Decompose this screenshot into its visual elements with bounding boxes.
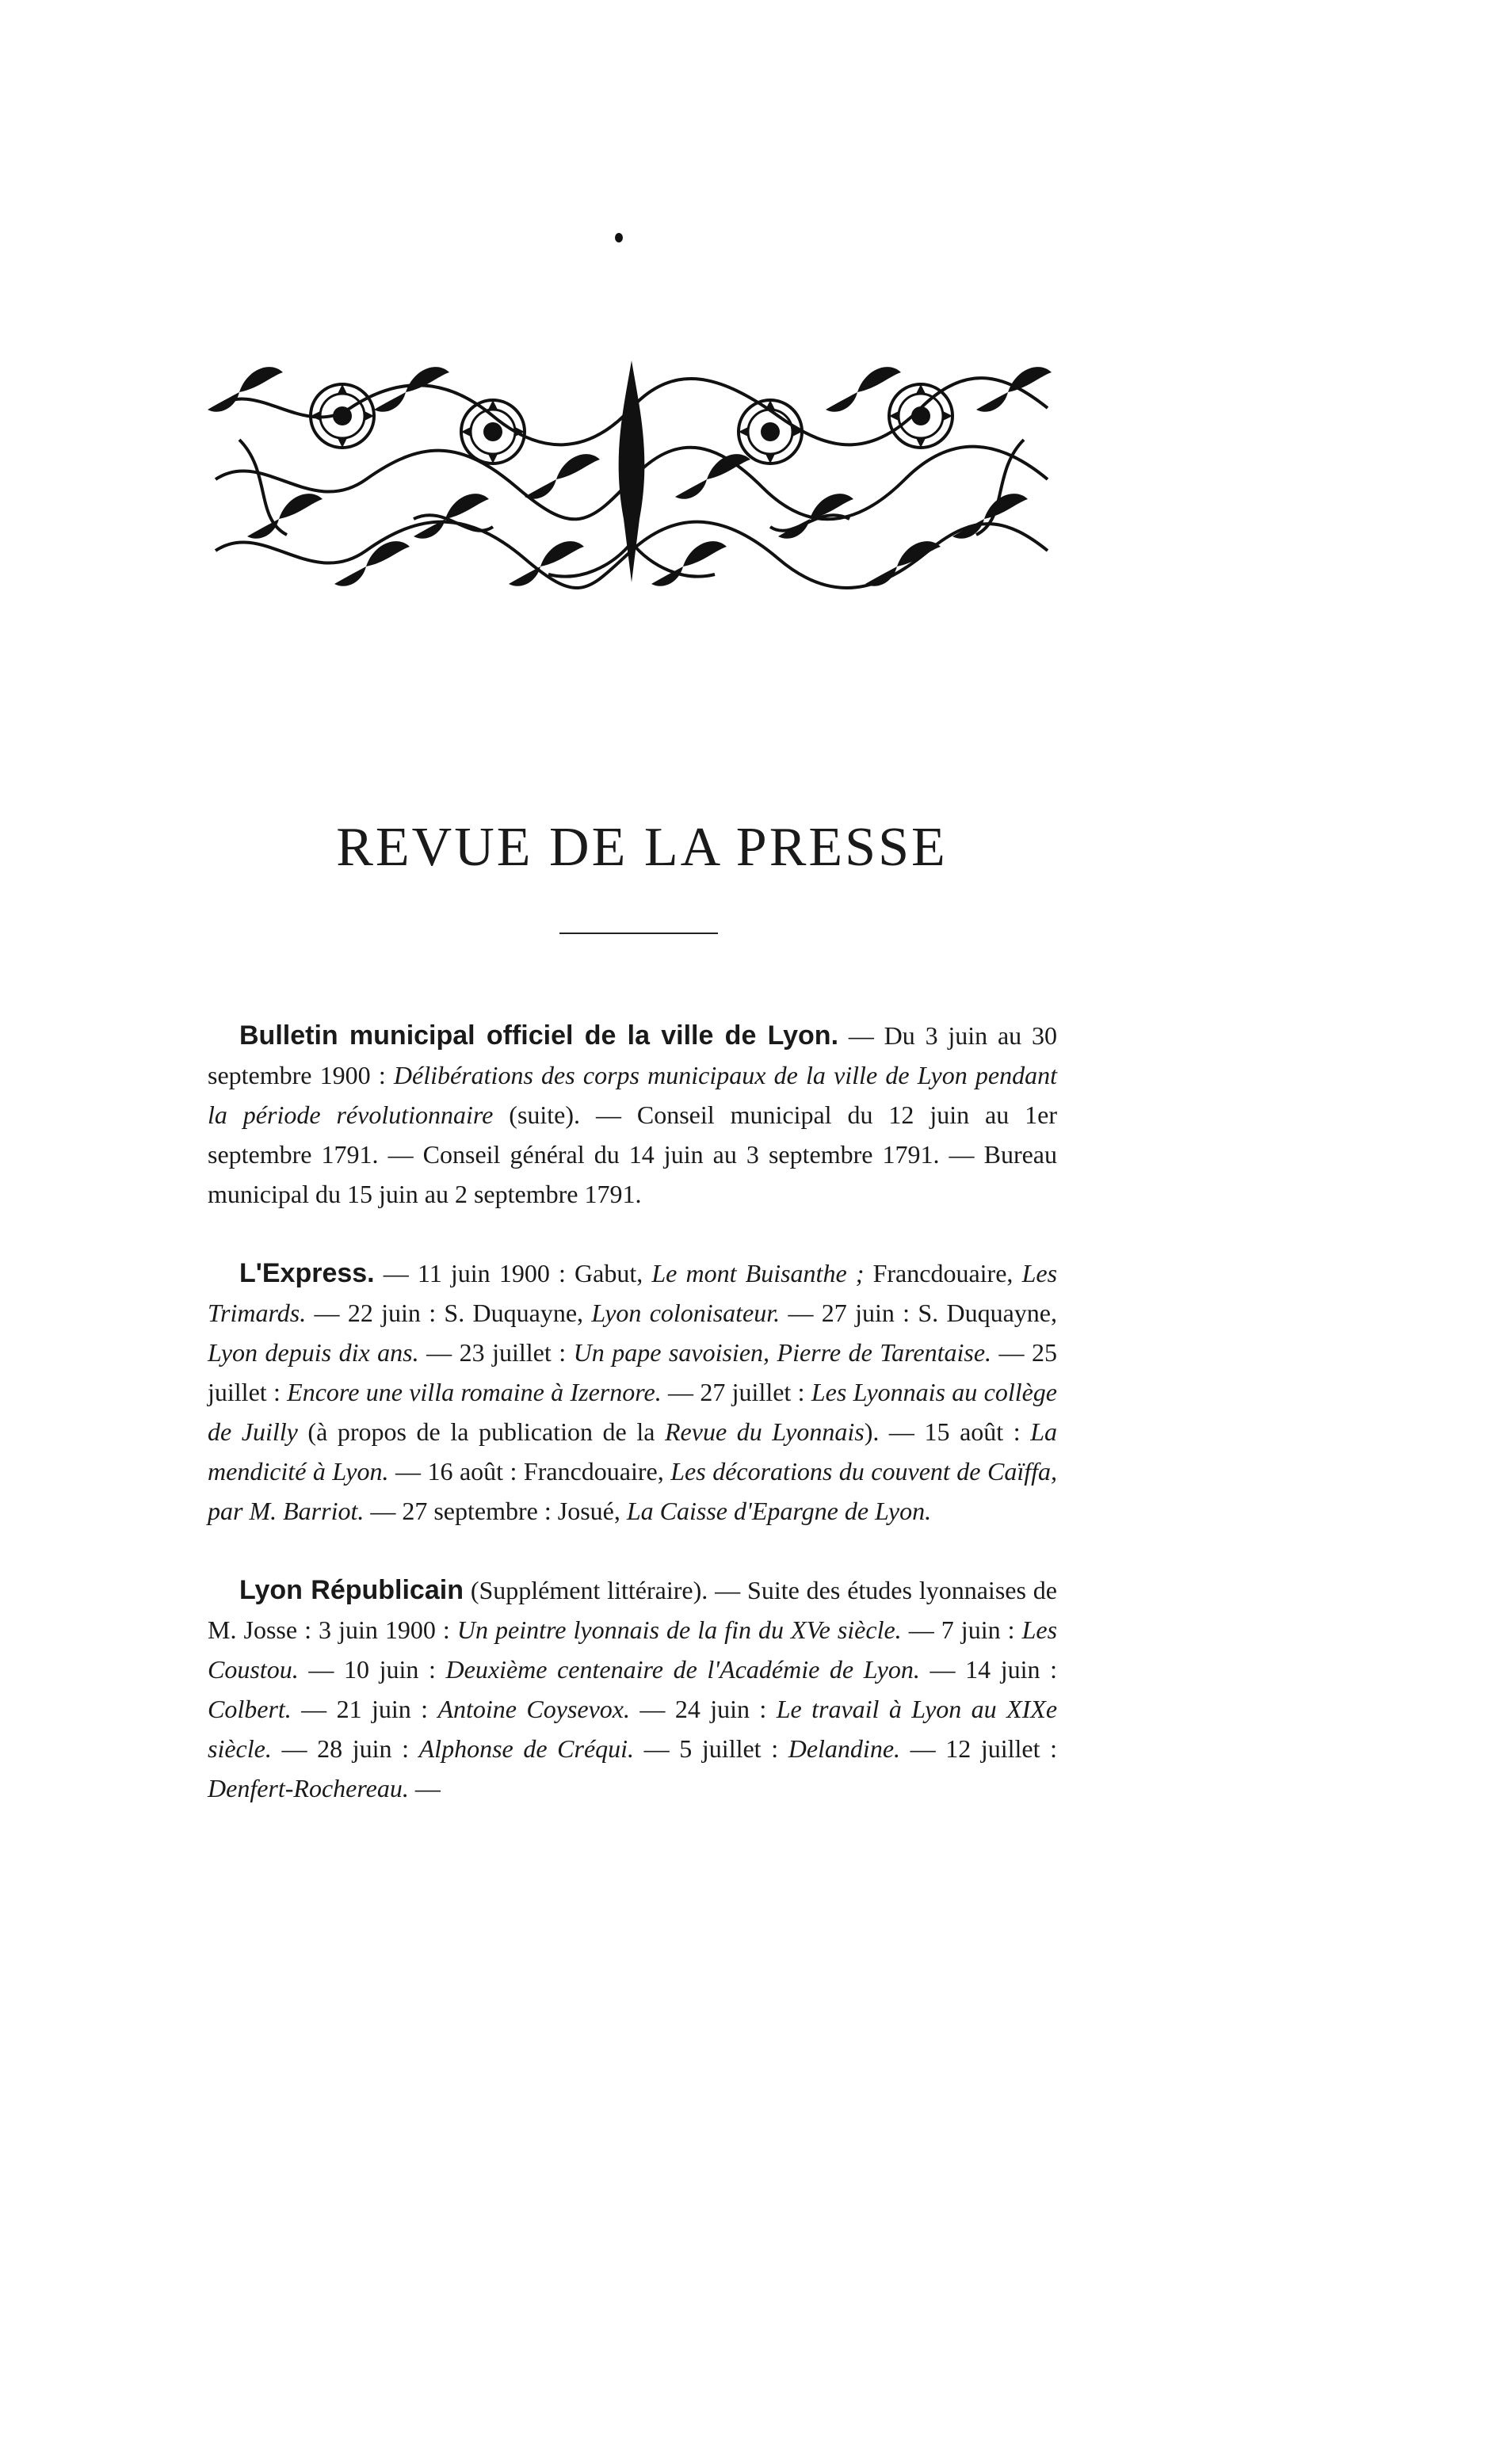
publication-name: Lyon Républicain (239, 1575, 464, 1605)
body-text: Francdouaire, (864, 1259, 1022, 1287)
italic-title-text: Delandine. (788, 1734, 901, 1763)
body-text: (suite). — Conseil municipal du 12 juin au 1er septembre 1791. — Conseil général du 14 juin au 3 septembre 1791. — Bureau municipal du 15 juin au 2 septembre 1791. (208, 1100, 1058, 1208)
italic-title-text: Encore une villa romaine à Izernore. (287, 1378, 662, 1406)
entry-bulletin-municipal (208, 1016, 1057, 1214)
italic-title-text: La mendicité à Lyon. (208, 1417, 1058, 1486)
entry-text (208, 1259, 1057, 1525)
italic-title-text: Un peintre lyonnais de la fin du XVe siècle. (456, 1615, 902, 1644)
italic-title-text: Deuxième centenaire de l'Académie de Lyon. (445, 1655, 920, 1684)
italic-title-text: Le travail à Lyon au XIXe siècle. (208, 1695, 1058, 1763)
body-text: — 27 juillet : (661, 1378, 811, 1406)
body-text: — 10 juin : (298, 1655, 446, 1684)
italic-title-text: Revue du Lyonnais (665, 1417, 865, 1446)
body-text: — Du 3 juin au 30 septembre 1900 : (208, 1021, 1057, 1089)
body-text: — 14 juin : (919, 1655, 1058, 1684)
body-text: — 27 septembre : Josué, (364, 1497, 627, 1525)
entry-express (208, 1253, 1057, 1531)
body-text: — 11 juin 1900 : Gabut, (374, 1259, 652, 1287)
italic-title-text: Les décorations du couvent de Caïffa, par M. Barriot. (208, 1457, 1057, 1525)
italic-title-text: Alphonse de Créqui. (418, 1734, 635, 1763)
italic-title-text: Colbert. (208, 1695, 292, 1723)
body-text: — 27 juin : S. Duquayne, (780, 1299, 1058, 1327)
body-text: (à propos de la publication de la (297, 1417, 665, 1446)
entry-lyon-republicain (208, 1570, 1057, 1808)
body-text: — (408, 1774, 441, 1802)
body-text: — 23 juillet : (418, 1338, 574, 1367)
body-text: ). — 15 août : (864, 1417, 1031, 1446)
italic-title-text: Délibérations des corps municipaux de la ville de Lyon pendant la période révolutionnaire (208, 1061, 1058, 1129)
italic-title-text: La Caisse d'Epargne de Lyon. (626, 1497, 932, 1525)
publication-name: L'Express. (239, 1258, 375, 1288)
entry-text (208, 1576, 1057, 1802)
body-text: — 25 juillet : (208, 1338, 1058, 1406)
title-rule (559, 933, 718, 934)
body-text: — 24 juin : (630, 1695, 777, 1723)
floral-ornament-banner (208, 360, 1056, 598)
italic-title-text: Lyon depuis dix ans. (208, 1338, 419, 1367)
italic-title-text: Un pape savoisien, Pierre de Tarentaise. (573, 1338, 992, 1367)
body-text: — 21 juin : (291, 1695, 438, 1723)
page-title: REVUE DE LA PRESSE (336, 817, 948, 878)
italic-title-text: Les Lyonnais au collège de Juilly (208, 1378, 1058, 1446)
body-text: — 22 juin : S. Duquayne, (306, 1299, 592, 1327)
press-review-body (208, 1016, 1057, 1848)
body-text: — 12 juillet : (900, 1734, 1058, 1763)
italic-title-text: Les Trimards. (208, 1259, 1058, 1327)
italic-title-text: Antoine Coysevox. (437, 1695, 631, 1723)
body-text: (Supplément littéraire). — Suite des études lyonnaises de M. Josse : 3 juin 1900 : (208, 1576, 1058, 1644)
ink-dot (615, 233, 623, 242)
italic-title-text: Lyon colonisateur. (591, 1299, 781, 1327)
body-text: — 5 juillet : (634, 1734, 788, 1763)
italic-title-text: Les Coustou. (208, 1615, 1058, 1684)
italic-title-text: Denfert-Rochereau. (208, 1774, 409, 1802)
body-text: — 28 juin : (271, 1734, 419, 1763)
body-text: — 7 juin : (901, 1615, 1022, 1644)
publication-name: Bulletin municipal officiel de la ville de Lyon. (239, 1020, 839, 1051)
italic-title-text: Le mont Buisanthe ; (651, 1259, 865, 1287)
body-text: — 16 août : Francdouaire, (388, 1457, 671, 1486)
